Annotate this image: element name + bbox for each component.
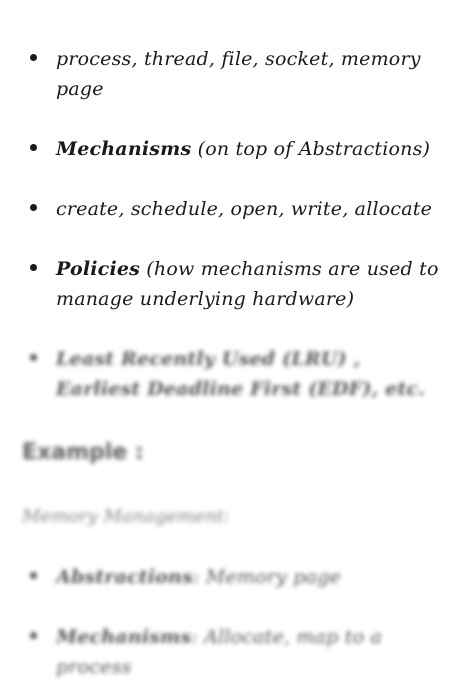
item-rest: : Allocate, map to a process [56, 626, 383, 678]
example-subheading: Memory Management: [22, 506, 230, 527]
item-text: create, schedule, open, write, allocate [56, 198, 433, 220]
item-text [56, 622, 450, 682]
item-bold-term: Mechanisms [56, 138, 192, 160]
item-text: Least Recently Used (LRU) , Earliest Deadline First (EDF), etc. [56, 348, 426, 400]
list-item [30, 622, 450, 682]
item-text [56, 254, 450, 314]
list-item [30, 254, 450, 314]
item-bold-term: Mechanisms [56, 626, 192, 648]
item-text: process, thread, file, socket, memory page [56, 48, 421, 100]
example-heading: Example : [22, 440, 144, 465]
list-item [30, 562, 450, 592]
bullet-icon [30, 354, 37, 361]
item-rest: (how mechanisms are used to manage underlying hardware) [56, 258, 439, 310]
list-item [30, 194, 450, 224]
item-bold-term: Abstractions [56, 566, 193, 588]
bullet-icon [30, 632, 37, 639]
list-item [30, 134, 450, 164]
item-text [56, 134, 430, 164]
bullet-icon [30, 204, 37, 211]
bullet-icon [30, 264, 37, 271]
item-rest: : Memory page [192, 566, 341, 588]
list-item [30, 344, 450, 404]
bullet-icon [30, 144, 37, 151]
item-rest: (on top of Abstractions) [191, 138, 431, 160]
bullet-icon [30, 572, 37, 579]
item-text [56, 562, 341, 592]
bullet-icon [30, 54, 37, 61]
item-bold-term: Policies [56, 258, 141, 280]
list-item [30, 44, 450, 104]
